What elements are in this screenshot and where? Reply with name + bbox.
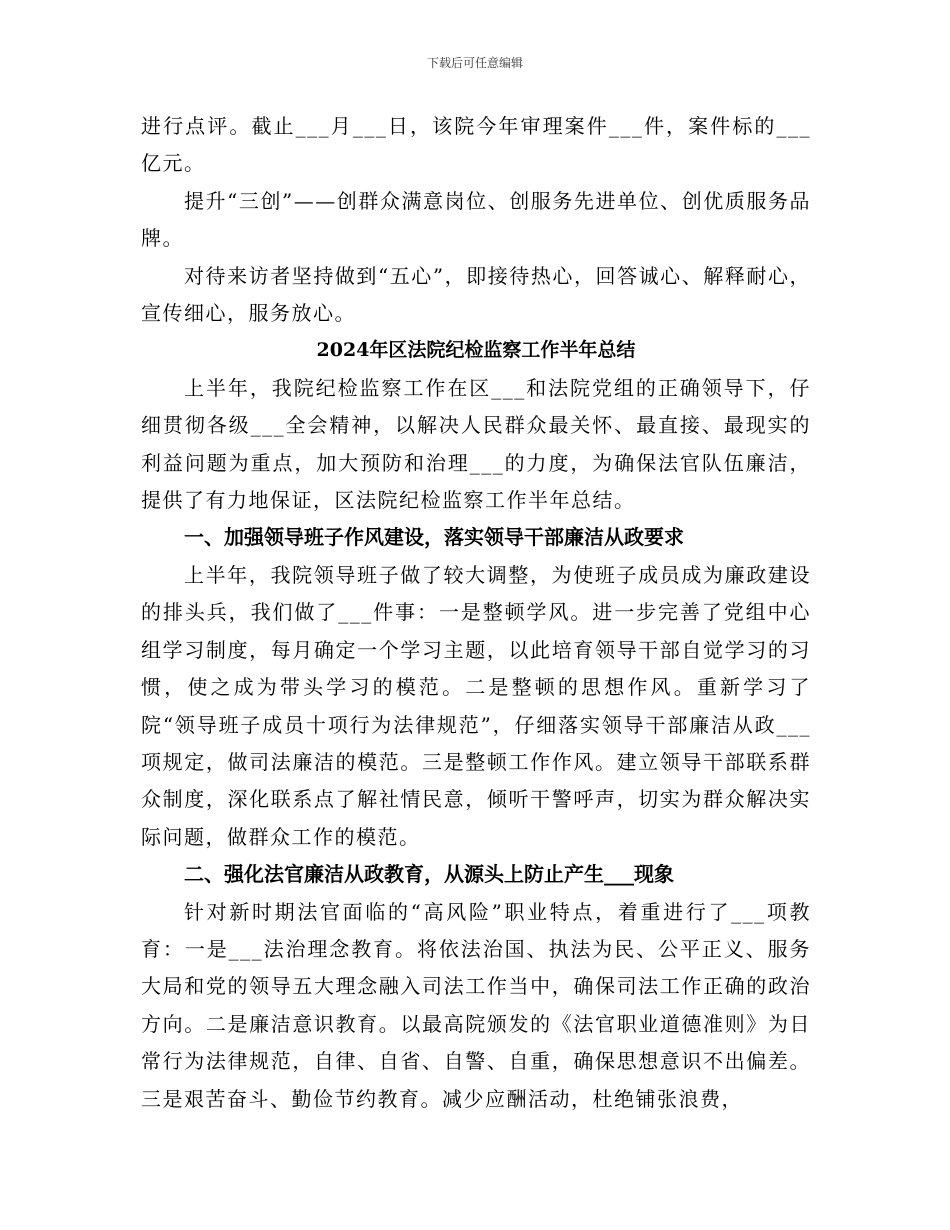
section-heading-2: 二、强化法官廉洁从政教育，从源头上防止产生___现象 (184, 862, 674, 887)
paragraph-five-hearts: 对待来访者坚持做到“五心”，即接待热心，回答诚心、解释耐心，宣传细心，服务放心。 (141, 263, 811, 326)
paragraph-review: 进行点评。截止___月___日，该院今年审理案件___件，案件标的___亿元。 (141, 114, 811, 176)
page-header: 下载后可任意编辑 (426, 56, 523, 70)
paragraph-three-creations: 提升“三创”——创群众满意岗位、创服务先进单位、创优质服务品牌。 (141, 188, 811, 251)
document-body (141, 108, 811, 1118)
paragraph-education: 针对新时期法官面临的“高风险”职业特点，着重进行了___项教育：一是___法治理念教育。将依法治国、执法为民、公平正义、服务大局和党的领导五大理念融入司法工作当中，确保司法工作正确的政治方向。二是廉洁意识教育。以最高院颁发的《法官职业道德准则》为日常行为法律规范，自律、自省、自警、自重，确保思想意识不出偏差。三是艰苦奋斗、勤俭节约教育。减少应酬活动，杜绝铺张浪费， (141, 899, 811, 1111)
paragraph-leadership: 上半年，我院领导班子做了较大调整，为使班子成员成为廉政建设的排头兵，我们做了___件事：一是整顿学风。进一步完善了党组中心组学习制度，每月确定一个学习主题，以此培育领导干部自觉学习的习惯，使之成为带头学习的模范。二是整顿的思想作风。重新学习了院“领导班子成员十项行为法律规范”，仔细落实领导干部廉洁从政___项规定，做司法廉洁的模范。三是整顿工作作风。建立领导干部联系群众制度，深化联系点了解社情民意，倾听干警呼声，切实为群众解决实际问题，做群众工作的模范。 (141, 562, 811, 849)
document-title: 2024年区法院纪检监察工作半年总结 (316, 339, 636, 362)
section-heading-1: 一、加强领导班子作风建设，落实领导干部廉洁从政要求 (184, 525, 684, 550)
paragraph-intro: 上半年，我院纪检监察工作在区___和法院党组的正确领导下，仔细贯彻各级___全会精神，以解决人民群众最关怀、最直接、最现实的利益问题为重点，加大预防和治理___的力度，为确保法官队伍廉洁，提供了有力地保证，区法院纪检监察工作半年总结。 (141, 375, 811, 513)
